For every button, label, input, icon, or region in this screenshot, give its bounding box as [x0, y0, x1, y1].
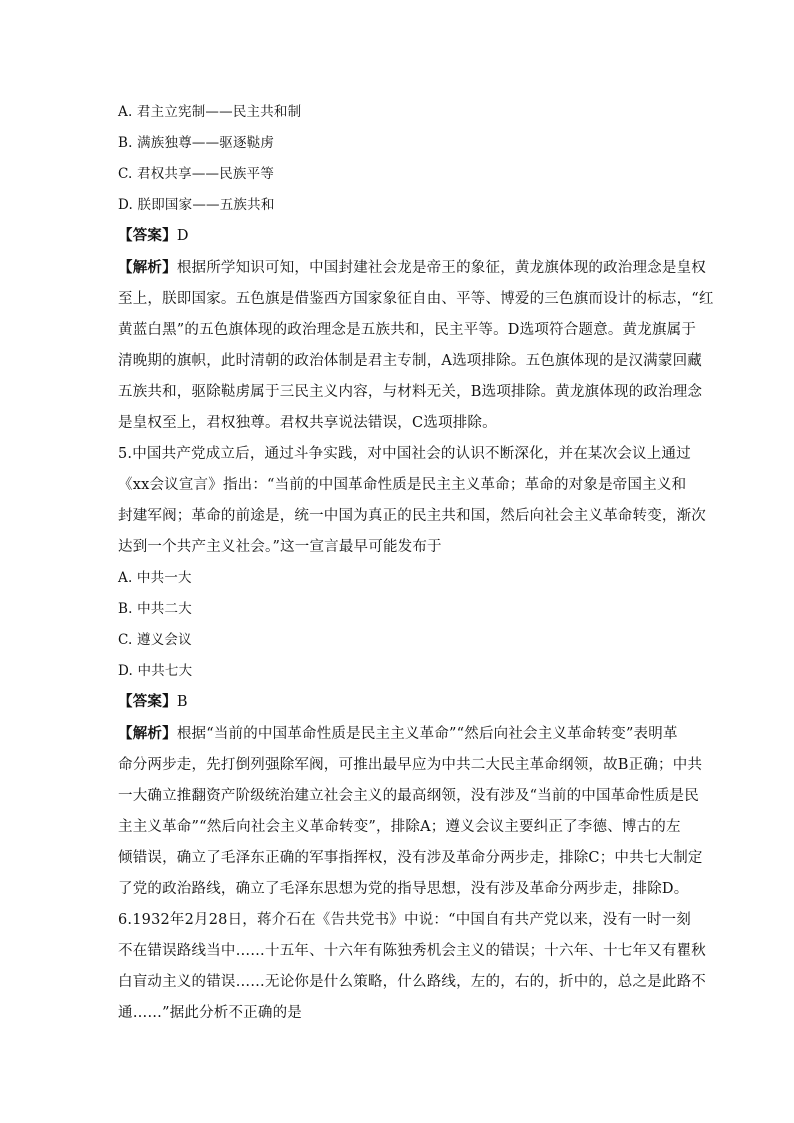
q4-option-d: D. 朕即国家——五族共和 [118, 197, 275, 213]
q5-stem-line: 达到一个共产主义社会。”这一宣言最早可能发布于 [118, 539, 442, 555]
q4-option-c: C. 君权共享——民族平等 [118, 166, 275, 182]
q5-option-b: B. 中共二大 [118, 601, 192, 617]
analysis-text: 根据所学知识可知，中国封建社会龙是帝王的象征，黄龙旗体现的政治理念是皇权 [176, 260, 707, 276]
analysis-tag: 【解析】 [118, 259, 177, 276]
q4-analysis-line [118, 258, 707, 278]
q6-stem-line: 通……”据此分析不正确的是 [118, 1005, 303, 1021]
analysis-tag: 【解析】 [118, 725, 177, 742]
q4-analysis-line: 清晚期的旗帜，此时清朝的政治体制是君主专制，A选项排除。五色旗体现的是汉满蒙回藏 [118, 353, 702, 369]
q4-option-a: A. 君主立宪制——民主共和制 [118, 104, 302, 120]
q5-analysis-line [118, 724, 686, 744]
q4-analysis-line: 黄蓝白黑”的五色旗体现的政治理念是五族共和，民主平等。D选项符合题意。黄龙旗属于 [118, 322, 697, 338]
q6-stem-line: 白盲动主义的错误……无论你是什么策略，什么路线，左的，右的，折中的，总之是此路不 [118, 974, 706, 990]
q6-stem-line: 6.1932年2月28日，蒋介石在《告共党书》中说：“中国自有共产党以来，没有一时一刻 [118, 912, 691, 928]
q4-analysis-line: 五族共和，驱除鞑虏属于三民主义内容，与材料无关，B选项排除。黄龙旗体现的政治理念 [118, 384, 703, 400]
answer-tag: 【答案】 [118, 693, 177, 710]
q5-analysis-line: 倾错误，确立了毛泽东正确的军事指挥权，没有涉及革命分两步走，排除C；中共七大制定 [118, 850, 703, 866]
q4-option-b: B. 满族独尊——驱逐鞑虏 [118, 135, 275, 151]
q5-stem-line: 5.中国共产党成立后，通过斗争实践，对中国社会的认识不断深化，并在某次会议上通过 [118, 446, 691, 462]
answer-value: B [176, 694, 188, 710]
analysis-text: 根据“当前的中国革命性质是民主主义革命”“然后向社会主义革命转变”表明革 [176, 726, 678, 742]
q5-analysis-line: 命分两步走，先打倒列强除军阀，可推出最早应为中共二大民主革命纲领，故B正确；中共 [118, 757, 703, 773]
q4-analysis-line: 是皇权至上，君权独尊。君权共享说法错误，C选项排除。 [118, 415, 497, 431]
q5-option-a: A. 中共一大 [118, 570, 192, 586]
q5-analysis-line: 主主义革命”“然后向社会主义革命转变”，排除A；遵义会议主要纠正了李德、博古的左 [118, 819, 681, 835]
answer-tag: 【答案】 [118, 227, 177, 244]
q5-option-c: C. 遵义会议 [118, 632, 192, 648]
q5-analysis-line: 了党的政治路线，确立了毛泽东思想为党的指导思想，没有涉及革命分两步走，排除D。 [118, 881, 689, 897]
q4-analysis-line: 至上，朕即国家。五色旗是借鉴西方国家象征自由、平等、博爱的三色旗而设计的标志，“红 [118, 291, 714, 307]
q6-stem-line: 不在错误路线当中……十五年、十六年有陈独秀机会主义的错误；十六年、十七年又有瞿秋 [118, 943, 706, 959]
q5-analysis-line: 一大确立推翻资产阶级统治建立社会主义的最高纲领，没有涉及“当前的中国革命性质是民 [118, 788, 699, 804]
q4-answer [118, 226, 686, 246]
q5-option-d: D. 中共七大 [118, 663, 193, 679]
q5-answer [118, 692, 686, 712]
q5-stem-line: 《xx会议宣言》指出：“当前的中国革命性质是民主主义革命；革命的对象是帝国主义和 [118, 477, 687, 493]
answer-value: D [176, 228, 189, 244]
q5-stem-line: 封建军阀；革命的前途是，统一中国为真正的民主共和国，然后向社会主义革命转变，渐次 [118, 508, 706, 524]
